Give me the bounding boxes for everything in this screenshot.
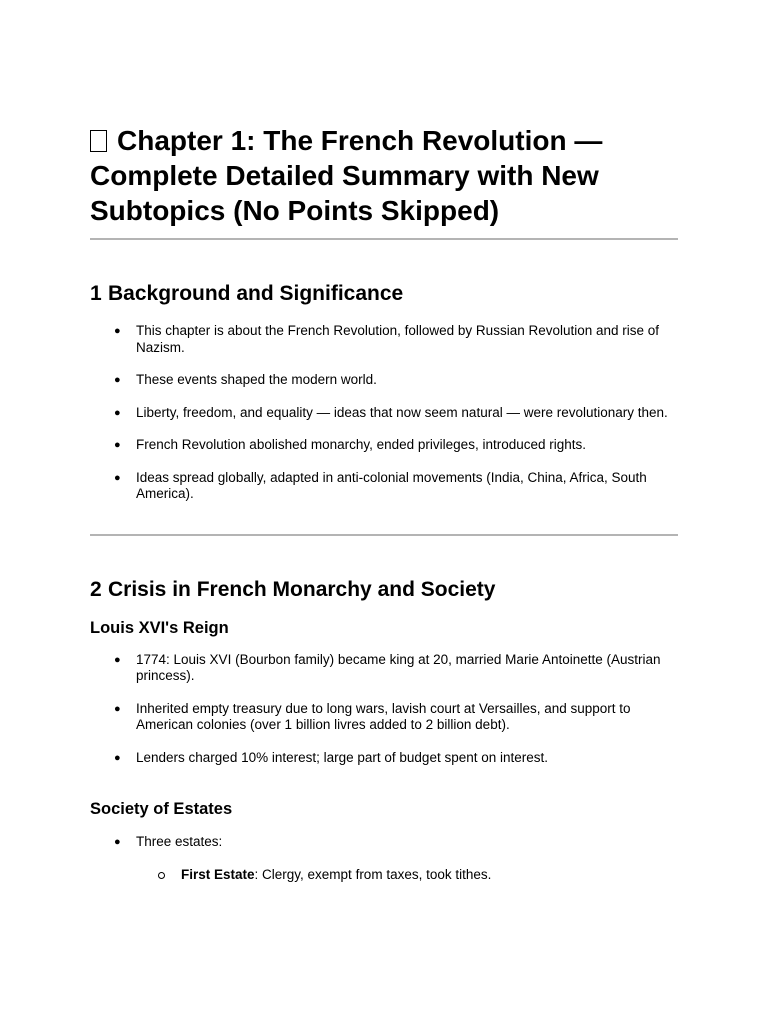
list-item-text: This chapter is about the French Revolution, followed by Russian Revolution and rise of Nazism. [136,323,660,355]
list-item-text: Liberty, freedom, and equality — ideas that now seem natural — were revolutionary then. [136,404,668,420]
background-bullet-list [90,323,678,503]
bullet-dot-icon: ● [114,653,121,666]
section-number: 2 [90,577,102,601]
bullet-dot-icon: ● [114,702,121,715]
list-item-text: French Revolution abolished monarchy, ended privileges, introduced rights. [136,437,587,452]
list-item-text: Lenders charged 10% interest; large part of budget spent on interest. [136,749,549,765]
list-item-text: Ideas spread globally, adapted in anti-colonial movements (India, China, Africa, South America). [136,469,647,501]
document-page [90,123,678,883]
list-item [90,437,678,454]
nested-list-item [90,867,678,884]
section-heading-text: Background and Significance [108,282,404,305]
list-item [90,405,678,422]
list-item-text: 1774: Louis XVI (Bourbon family) became king at 20, married Marie Antoinette (Austrian princess). [136,651,661,683]
bullet-dot-icon: ● [114,439,121,451]
section-heading-text: Crisis in French Monarchy and Society [108,577,496,601]
section-heading-crisis [90,577,678,603]
louis-xvi-bullet-list [90,652,678,767]
bullet-dot-icon: ● [114,406,121,419]
list-item [90,750,678,767]
estates-bullet-list [90,834,678,883]
bullet-dot-icon: ● [114,836,121,848]
missing-glyph-box-icon [90,130,107,152]
bullet-dot-icon: ● [114,325,121,337]
divider [90,238,678,240]
list-item [90,372,678,389]
document-title-text: Chapter 1: The French Revolution — Complete Detailed Summary with New Subtopics (No Points Skipped) [90,125,603,226]
estate-label: First Estate [181,866,255,882]
list-item [90,701,678,734]
bullet-dot-icon: ● [114,374,121,386]
subsection-heading-society-of-estates: Society of Estates [90,800,233,818]
list-item [90,470,678,503]
bullet-circle-icon [158,872,165,879]
divider [90,534,678,536]
bullet-dot-icon: ● [114,471,121,484]
section-number: 1 [90,282,102,305]
list-item [90,652,678,685]
list-item-text: Inherited empty treasury due to long wars, lavish court at Versailles, and support to American colonies (over 1 billion livres added to 2 billion debt). [136,700,631,732]
list-item [90,834,678,851]
document-title [90,123,678,228]
list-item-text: Three estates: [136,834,223,849]
subsection-heading-louis-xvi: Louis XVI's Reign [90,618,229,637]
list-item-text: These events shaped the modern world. [136,372,377,387]
list-item [90,323,678,356]
estate-description: : Clergy, exempt from taxes, took tithes. [254,866,492,882]
section-heading-background [90,281,678,307]
bullet-dot-icon: ● [114,751,121,764]
